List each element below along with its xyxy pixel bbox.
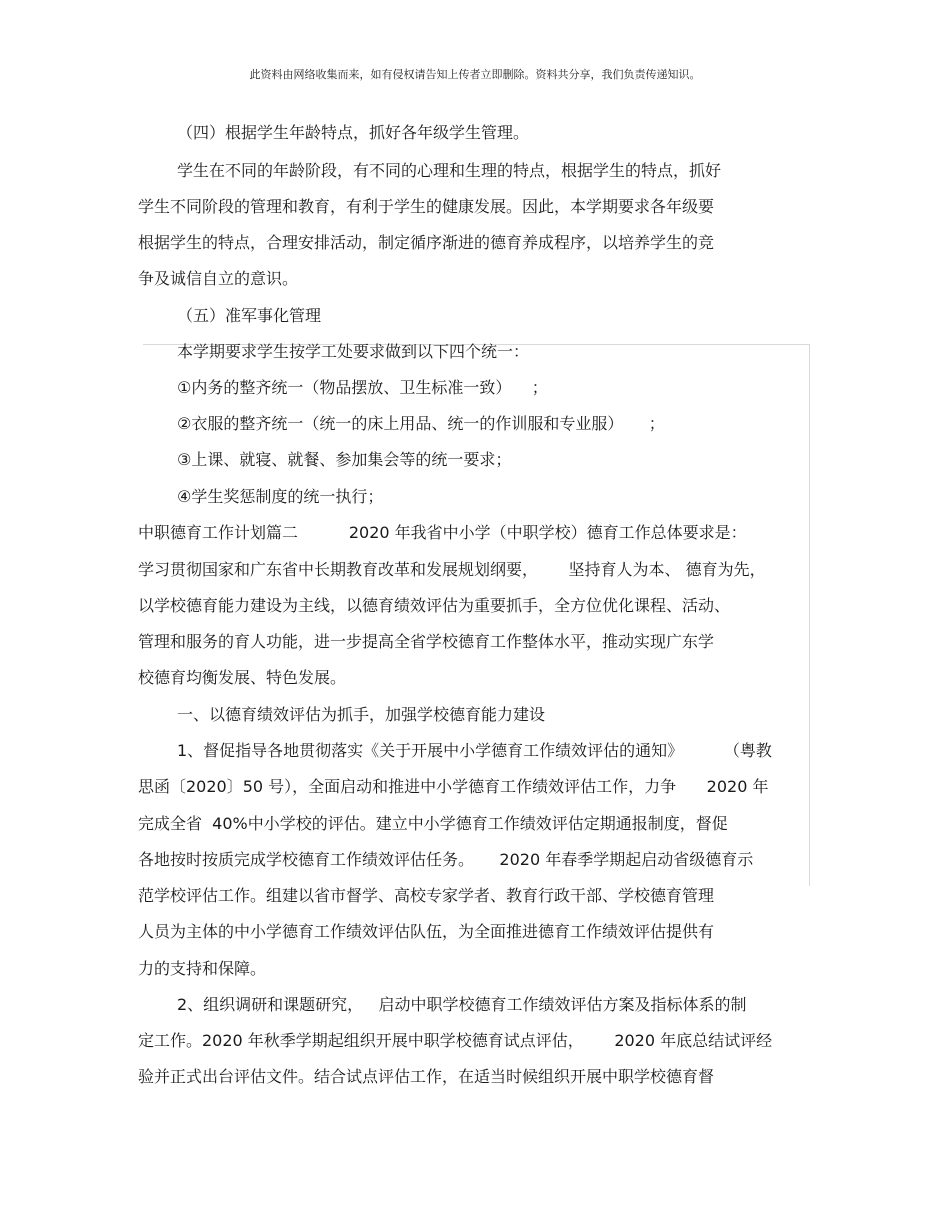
paragraph-line: 以学校德育能力建设为主线，以德育绩效评估为重要抓手，全方位优化课程、活动、 [138,596,731,615]
header-disclaimer: 此资料由网络收集而来，如有侵权请告知上传者立即删除。资料共分享，我们负责传递知识。 [249,68,701,81]
paragraph-line: 完成全省 40%中小学校的评估。建立中小学德育工作绩效评估定期通报制度，督促 [138,814,728,833]
paragraph-line: 力的支持和保障。 [138,959,267,978]
paragraph-line: 思函〔2020〕50 号），全面启动和推进中小学德育工作绩效评估工作，力争 2020 年 [138,777,769,796]
paragraph-line: 2、组织调研和课题研究， 启动中职学校德育工作绩效评估方案及指标体系的制 [177,995,747,1014]
paragraph-line: 学生在不同的年龄阶段，有不同的心理和生理的特点，根据学生的特点，抓好 [177,161,722,180]
paragraph-line: 定工作。2020 年秋季学期起组织开展中职学校德育试点评估， 2020 年底总结试评经 [138,1031,773,1050]
heading-five: （五）准军事化管理 [177,306,322,325]
paragraph-line: 范学校评估工作。组建以省市督学、高校专家学者、教育行政干部、学校德育管理 [138,886,715,905]
heading-four: （四）根据学生年龄特点，抓好各年级学生管理。 [177,123,530,142]
list-item: ①内务的整齐统一（物品摆放、卫生标准一致） ； [177,378,548,397]
paragraph-line: 根据学生的特点，合理安排活动，制定循序渐进的德育养成程序，以培养学生的竞 [138,233,715,252]
paragraph-line: 本学期要求学生按学工处要求做到以下四个统一： [177,342,530,361]
paragraph-line: 学生不同阶段的管理和教育，有利于学生的健康发展。因此，本学期要求各年级要 [138,197,715,216]
frame-right-rule [809,344,810,886]
paragraph-line: 管理和服务的育人功能，进一步提高全省学校德育工作整体水平，推动实现广东学 [138,632,715,651]
heading-one: 一、以德育绩效评估为抓手，加强学校德育能力建设 [177,705,546,724]
paragraph-line: 争及诚信自立的意识。 [138,269,299,288]
paragraph-line: 各地按时按质完成学校德育工作绩效评估任务。 2020 年春季学期起启动省级德育示 [138,850,754,869]
paragraph-line: 验并正式出台评估文件。结合试点评估工作，在适当时候组织开展中职学校德育督 [138,1067,715,1086]
list-item: ③上课、就寝、就餐、参加集会等的统一要求； [177,450,512,469]
paragraph-line: 人员为主体的中小学德育工作绩效评估队伍，为全面推进德育工作绩效评估提供有 [138,922,715,941]
list-item: ④学生奖惩制度的统一执行； [177,487,384,506]
section-title-line: 中职德育工作计划篇二 2020 年我省中小学（中职学校）德育工作总体要求是： [138,523,747,542]
list-item: ②衣服的整齐统一（统一的床上用品、统一的作训服和专业服） ； [177,414,665,433]
paragraph-line: 学习贯彻国家和广东省中长期教育改革和发展规划纲要， 坚持育人为本、 德育为先， [138,560,766,579]
paragraph-line: 1、督促指导各地贯彻落实《关于开展中小学德育工作绩效评估的通知》 （粤教 [177,741,772,760]
paragraph-line: 校德育均衡发展、特色发展。 [138,668,347,687]
